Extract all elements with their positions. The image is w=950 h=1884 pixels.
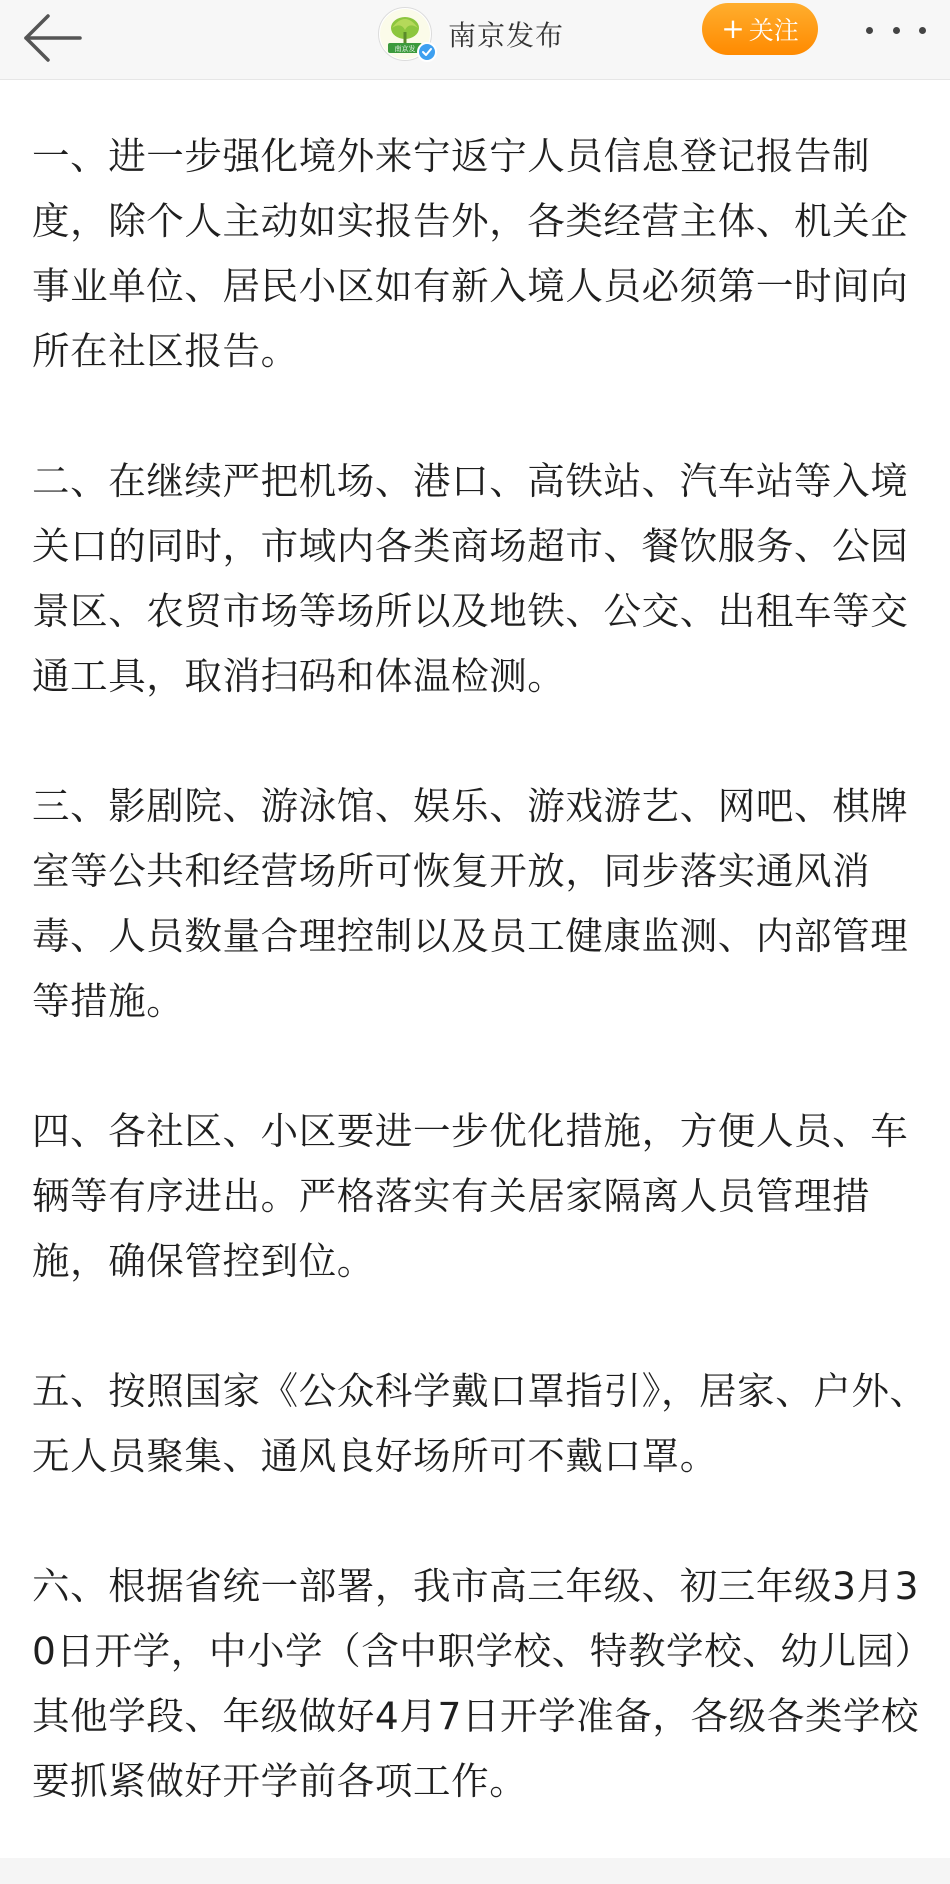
article-paragraph: 四、各社区、小区要进一步优化措施，方便人员、车辆等有序进出。严格落实有关居家隔离人员管理措施，确保管控到位。 <box>32 1109 909 1283</box>
account-header[interactable] <box>378 4 564 64</box>
account-name[interactable]: 南京发布 <box>448 19 565 52</box>
plus-icon: + <box>721 12 745 45</box>
more-horizontal-icon <box>893 27 900 34</box>
back-button[interactable] <box>18 8 88 68</box>
article-paragraph: 一、进一步强化境外来宁返宁人员信息登记报告制度，除个人主动如实报告外，各类经营主体、机关企事业单位、居民小区如有新入境人员必须第一时间向所在社区报告。 <box>32 134 909 373</box>
bottom-divider <box>0 1858 950 1884</box>
article-paragraph: 六、根据省统一部署，我市高三年级、初三年级3月30日开学，中小学（含中职学校、特教学校、幼儿园）其他学段、年级做好4月7日开学准备，各级各类学校要抓紧做好开学前各项工作。 <box>32 1564 920 1803</box>
svg-text:南京发: 南京发 <box>394 45 416 53</box>
arrow-left-icon <box>18 8 88 68</box>
follow-label: 关注 <box>748 16 799 45</box>
more-horizontal-icon <box>866 27 873 34</box>
verified-badge-icon <box>417 42 437 62</box>
more-options-button[interactable] <box>866 12 926 48</box>
more-horizontal-icon <box>919 27 926 34</box>
article-paragraph: 五、按照国家《公众科学戴口罩指引》，居家、户外、无人员聚集、通风良好场所可不戴口罩。 <box>32 1369 928 1478</box>
top-nav-bar <box>0 0 950 80</box>
article-body <box>32 124 932 1879</box>
avatar[interactable] <box>378 7 432 61</box>
article-paragraph: 二、在继续严把机场、港口、高铁站、汽车站等入境关口的同时，市域内各类商场超市、餐饮服务、公园景区、农贸市场等场所以及地铁、公交、出租车等交通工具，取消扫码和体温检测。 <box>32 459 909 698</box>
follow-button[interactable] <box>702 3 818 55</box>
article-paragraph: 三、影剧院、游泳馆、娱乐、游戏游艺、网吧、棋牌室等公共和经营场所可恢复开放，同步落实通风消毒、人员数量合理控制以及员工健康监测、内部管理等措施。 <box>32 784 909 1023</box>
